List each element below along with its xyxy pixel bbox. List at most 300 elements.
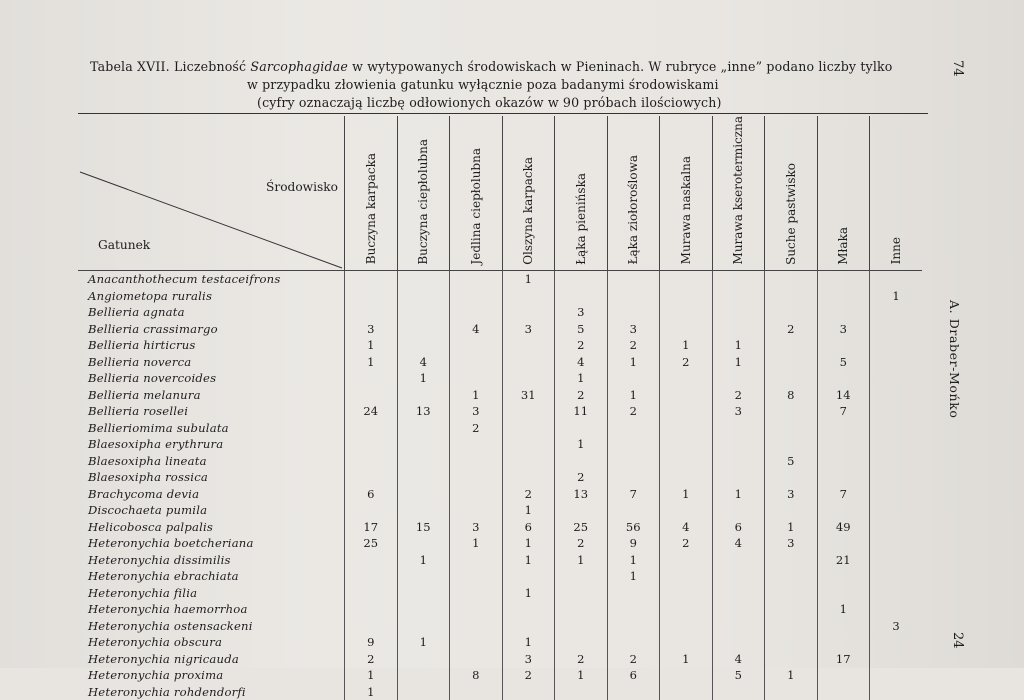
count-cell xyxy=(870,601,923,618)
count-cell: 1 xyxy=(712,354,765,371)
count-cell xyxy=(712,453,765,470)
count-cell: 1 xyxy=(765,667,818,684)
count-cell xyxy=(607,618,660,635)
count-cell: 9 xyxy=(607,535,660,552)
species-name: Heteronychia haemorrhoa xyxy=(88,602,248,617)
column-header xyxy=(870,116,923,271)
count-cell xyxy=(660,403,713,420)
table-row xyxy=(78,354,922,371)
column-header-label: Buczyna karpacka xyxy=(363,153,378,265)
count-cell: 2 xyxy=(502,486,555,503)
species-name: Bellieria melanura xyxy=(88,387,201,402)
count-cell xyxy=(765,585,818,602)
count-cell: 2 xyxy=(660,354,713,371)
count-cell xyxy=(607,370,660,387)
count-cell xyxy=(817,667,870,684)
count-cell xyxy=(817,271,870,288)
count-cell xyxy=(817,453,870,470)
column-header xyxy=(765,116,818,271)
table-row xyxy=(78,337,922,354)
species-name: Heteronychia proxima xyxy=(88,668,224,683)
count-cell: 7 xyxy=(817,486,870,503)
count-cell: 1 xyxy=(555,667,608,684)
count-cell xyxy=(607,436,660,453)
table-row xyxy=(78,436,922,453)
count-cell: 2 xyxy=(555,387,608,404)
count-cell xyxy=(502,370,555,387)
count-cell: 6 xyxy=(502,519,555,536)
count-cell xyxy=(712,370,765,387)
count-cell xyxy=(450,634,503,651)
count-cell: 1 xyxy=(345,684,398,700)
count-cell xyxy=(870,502,923,519)
count-cell: 1 xyxy=(660,651,713,668)
count-cell: 1 xyxy=(555,436,608,453)
count-cell xyxy=(870,387,923,404)
count-cell xyxy=(660,370,713,387)
count-cell xyxy=(870,519,923,536)
species-name: Heteronychia dissimilis xyxy=(88,552,231,567)
species-name: Heteronychia ebrachiata xyxy=(88,569,239,584)
count-cell: 6 xyxy=(712,519,765,536)
count-cell xyxy=(712,502,765,519)
count-cell: 1 xyxy=(450,535,503,552)
count-cell xyxy=(870,321,923,338)
count-cell xyxy=(607,420,660,437)
count-cell xyxy=(397,667,450,684)
count-cell: 1 xyxy=(607,552,660,569)
count-cell: 4 xyxy=(660,519,713,536)
count-cell xyxy=(765,651,818,668)
species-name: Bellieria agnata xyxy=(88,305,185,320)
count-cell xyxy=(607,502,660,519)
column-header xyxy=(345,116,398,271)
count-cell xyxy=(345,288,398,305)
count-cell: 1 xyxy=(817,601,870,618)
table-row xyxy=(78,502,922,519)
count-cell xyxy=(712,552,765,569)
column-header-label: Łąka ziołoroślowa xyxy=(626,154,641,265)
count-cell xyxy=(817,370,870,387)
table-row xyxy=(78,552,922,569)
count-cell xyxy=(765,337,818,354)
page-number-top: 74 xyxy=(950,60,965,77)
table-row xyxy=(78,667,922,684)
count-cell: 9 xyxy=(345,634,398,651)
count-cell xyxy=(345,370,398,387)
count-cell: 1 xyxy=(345,337,398,354)
count-cell xyxy=(502,684,555,700)
count-cell xyxy=(870,535,923,552)
count-cell xyxy=(765,354,818,371)
count-cell: 4 xyxy=(712,535,765,552)
table-row xyxy=(78,304,922,321)
count-cell xyxy=(870,486,923,503)
count-cell: 2 xyxy=(712,387,765,404)
count-cell xyxy=(817,337,870,354)
count-cell: 5 xyxy=(712,667,765,684)
count-cell xyxy=(450,486,503,503)
count-cell xyxy=(870,453,923,470)
count-cell: 3 xyxy=(555,304,608,321)
count-cell: 3 xyxy=(450,519,503,536)
count-cell xyxy=(450,618,503,635)
count-cell xyxy=(450,304,503,321)
table-row xyxy=(78,519,922,536)
table-caption xyxy=(90,58,950,112)
count-cell xyxy=(345,585,398,602)
count-cell xyxy=(817,634,870,651)
count-cell: 4 xyxy=(555,354,608,371)
table-row xyxy=(78,486,922,503)
count-cell xyxy=(345,453,398,470)
count-cell xyxy=(817,684,870,700)
count-cell xyxy=(712,568,765,585)
count-cell xyxy=(660,304,713,321)
count-cell xyxy=(607,271,660,288)
species-name: Bellieria crassimargo xyxy=(88,321,218,336)
count-cell xyxy=(870,304,923,321)
count-cell xyxy=(870,667,923,684)
count-cell xyxy=(397,601,450,618)
count-cell xyxy=(817,502,870,519)
count-cell xyxy=(870,651,923,668)
count-cell xyxy=(765,271,818,288)
header-gatunek: Gatunek xyxy=(98,238,151,253)
count-cell xyxy=(555,502,608,519)
column-header-label: Młaka xyxy=(836,226,851,265)
count-cell xyxy=(397,568,450,585)
count-cell xyxy=(870,568,923,585)
count-cell xyxy=(397,469,450,486)
count-cell xyxy=(765,469,818,486)
count-cell xyxy=(817,420,870,437)
count-cell xyxy=(555,271,608,288)
count-cell: 1 xyxy=(397,634,450,651)
count-cell xyxy=(450,288,503,305)
species-name: Bellieria rosellei xyxy=(88,404,189,419)
count-cell xyxy=(450,436,503,453)
count-cell: 15 xyxy=(397,519,450,536)
count-cell: 1 xyxy=(502,502,555,519)
count-cell: 3 xyxy=(765,486,818,503)
table-row xyxy=(78,288,922,305)
count-cell xyxy=(607,304,660,321)
count-cell: 3 xyxy=(870,618,923,635)
count-cell: 13 xyxy=(397,403,450,420)
count-cell xyxy=(450,568,503,585)
count-cell: 1 xyxy=(765,519,818,536)
count-cell: 2 xyxy=(555,535,608,552)
count-cell xyxy=(502,453,555,470)
count-cell xyxy=(660,634,713,651)
count-cell xyxy=(817,568,870,585)
count-cell xyxy=(345,502,398,519)
table-row xyxy=(78,684,922,700)
species-name: Brachycoma devia xyxy=(88,486,200,501)
table-row xyxy=(78,651,922,668)
species-name: Heteronychia rohdendorfi xyxy=(88,684,246,699)
count-cell xyxy=(502,354,555,371)
species-name: Blaesoxipha rossica xyxy=(88,470,208,485)
count-cell xyxy=(450,585,503,602)
count-cell: 1 xyxy=(450,387,503,404)
count-cell: 4 xyxy=(712,651,765,668)
species-name: Heteronychia ostensackeni xyxy=(88,618,253,633)
count-cell: 2 xyxy=(555,469,608,486)
count-cell: 2 xyxy=(502,667,555,684)
count-cell xyxy=(660,288,713,305)
count-cell xyxy=(450,271,503,288)
count-cell: 5 xyxy=(555,321,608,338)
count-cell xyxy=(607,288,660,305)
column-header-label: Olszyna karpacka xyxy=(521,156,536,265)
count-cell xyxy=(450,651,503,668)
count-cell xyxy=(397,684,450,700)
count-cell: 2 xyxy=(555,651,608,668)
header-diagonal-cell xyxy=(78,116,345,271)
count-cell xyxy=(607,453,660,470)
count-cell: 5 xyxy=(765,453,818,470)
count-cell xyxy=(870,585,923,602)
count-cell xyxy=(712,436,765,453)
count-cell xyxy=(502,337,555,354)
count-cell xyxy=(397,486,450,503)
count-cell xyxy=(712,684,765,700)
species-name: Heteronychia boetcheriana xyxy=(88,536,254,551)
count-cell: 8 xyxy=(450,667,503,684)
count-cell: 1 xyxy=(502,585,555,602)
count-cell xyxy=(450,684,503,700)
count-cell xyxy=(660,618,713,635)
count-cell xyxy=(870,634,923,651)
count-cell xyxy=(502,304,555,321)
count-cell xyxy=(450,337,503,354)
count-cell xyxy=(607,601,660,618)
count-cell xyxy=(555,601,608,618)
count-cell xyxy=(607,469,660,486)
count-cell xyxy=(765,634,818,651)
count-cell xyxy=(660,684,713,700)
count-cell xyxy=(712,420,765,437)
count-cell: 1 xyxy=(607,387,660,404)
count-cell xyxy=(765,601,818,618)
column-header xyxy=(607,116,660,271)
table-row xyxy=(78,271,922,288)
species-name: Discochaeta pumila xyxy=(88,503,208,518)
count-cell: 1 xyxy=(502,634,555,651)
count-cell: 2 xyxy=(607,403,660,420)
count-cell xyxy=(555,288,608,305)
count-cell xyxy=(345,436,398,453)
count-cell xyxy=(345,387,398,404)
count-cell xyxy=(450,370,503,387)
table-top-rule xyxy=(78,113,928,114)
count-cell xyxy=(712,585,765,602)
count-cell xyxy=(660,568,713,585)
table-row xyxy=(78,453,922,470)
table-row xyxy=(78,387,922,404)
running-head-author: A. Draber-Mońko xyxy=(947,300,962,419)
table-row xyxy=(78,585,922,602)
count-cell xyxy=(450,354,503,371)
count-cell: 1 xyxy=(607,568,660,585)
count-cell xyxy=(870,271,923,288)
count-cell: 24 xyxy=(345,403,398,420)
count-cell xyxy=(502,568,555,585)
species-name: Bellieria hirticrus xyxy=(88,338,196,353)
count-cell: 14 xyxy=(817,387,870,404)
count-cell xyxy=(817,436,870,453)
species-name: Bellieria noverca xyxy=(88,354,192,369)
column-header-label: Buczyna ciepłolubna xyxy=(416,138,431,265)
count-cell: 1 xyxy=(502,535,555,552)
count-cell: 2 xyxy=(555,337,608,354)
table-row xyxy=(78,370,922,387)
count-cell xyxy=(607,684,660,700)
count-cell xyxy=(660,321,713,338)
count-cell: 1 xyxy=(397,370,450,387)
count-cell xyxy=(870,552,923,569)
count-cell xyxy=(450,453,503,470)
count-cell xyxy=(450,502,503,519)
count-cell xyxy=(660,453,713,470)
count-cell xyxy=(870,354,923,371)
caption-line-3: (cyfry oznaczają liczbę odłowionych okazów w 90 próbach ilościowych) xyxy=(257,95,722,110)
count-cell xyxy=(397,321,450,338)
count-cell xyxy=(555,420,608,437)
count-cell: 5 xyxy=(817,354,870,371)
column-header xyxy=(397,116,450,271)
species-name: Heteronychia obscura xyxy=(88,635,223,650)
count-cell xyxy=(607,585,660,602)
column-header xyxy=(712,116,765,271)
count-cell xyxy=(397,618,450,635)
column-header-label: Jedlina ciepłolubna xyxy=(468,147,483,265)
count-cell xyxy=(817,288,870,305)
count-cell xyxy=(345,618,398,635)
count-cell xyxy=(555,453,608,470)
count-cell: 7 xyxy=(607,486,660,503)
count-cell: 2 xyxy=(450,420,503,437)
count-cell xyxy=(345,271,398,288)
count-cell: 1 xyxy=(345,667,398,684)
count-cell xyxy=(502,288,555,305)
count-cell: 56 xyxy=(607,519,660,536)
count-cell xyxy=(870,370,923,387)
count-cell: 17 xyxy=(817,651,870,668)
count-cell xyxy=(660,585,713,602)
column-header-label: Inne xyxy=(889,237,903,265)
count-cell xyxy=(397,453,450,470)
count-cell xyxy=(660,387,713,404)
count-cell xyxy=(345,568,398,585)
count-cell: 1 xyxy=(555,552,608,569)
count-cell: 3 xyxy=(712,403,765,420)
count-cell xyxy=(397,502,450,519)
count-cell xyxy=(397,387,450,404)
count-cell xyxy=(765,288,818,305)
count-cell: 8 xyxy=(765,387,818,404)
count-cell xyxy=(765,684,818,700)
count-cell xyxy=(765,304,818,321)
count-cell: 2 xyxy=(607,337,660,354)
count-cell xyxy=(712,304,765,321)
count-cell xyxy=(660,601,713,618)
count-cell: 1 xyxy=(502,552,555,569)
count-cell xyxy=(660,469,713,486)
count-cell xyxy=(712,288,765,305)
count-cell xyxy=(345,552,398,569)
count-cell xyxy=(660,436,713,453)
table-row xyxy=(78,420,922,437)
count-cell xyxy=(870,684,923,700)
count-cell: 3 xyxy=(817,321,870,338)
count-cell xyxy=(712,601,765,618)
column-header-label: Murawa naskalna xyxy=(678,156,693,265)
count-cell: 13 xyxy=(555,486,608,503)
count-cell xyxy=(397,337,450,354)
table-row xyxy=(78,601,922,618)
count-cell: 4 xyxy=(397,354,450,371)
count-cell xyxy=(450,601,503,618)
count-cell xyxy=(712,634,765,651)
count-cell xyxy=(397,585,450,602)
count-cell xyxy=(765,403,818,420)
column-header-label: Łąka pienińska xyxy=(573,172,588,265)
count-cell: 4 xyxy=(450,321,503,338)
count-cell: 3 xyxy=(502,651,555,668)
count-cell xyxy=(817,618,870,635)
count-cell xyxy=(817,469,870,486)
count-cell xyxy=(660,502,713,519)
count-cell xyxy=(660,420,713,437)
header-srodowisko: Środowisko xyxy=(266,180,338,195)
species-name: Heteronychia nigricauda xyxy=(88,651,239,666)
count-cell: 17 xyxy=(345,519,398,536)
count-cell: 31 xyxy=(502,387,555,404)
count-cell: 1 xyxy=(712,337,765,354)
count-cell: 21 xyxy=(817,552,870,569)
column-header xyxy=(817,116,870,271)
count-cell xyxy=(397,436,450,453)
count-cell: 2 xyxy=(345,651,398,668)
count-cell xyxy=(817,585,870,602)
count-cell xyxy=(555,618,608,635)
count-cell: 1 xyxy=(712,486,765,503)
count-cell xyxy=(397,271,450,288)
count-cell: 1 xyxy=(502,271,555,288)
count-cell xyxy=(870,420,923,437)
species-name: Anacanthothecum testaceifrons xyxy=(88,272,281,287)
species-name: Heteronychia filia xyxy=(88,585,198,600)
count-cell: 3 xyxy=(502,321,555,338)
count-cell: 2 xyxy=(607,651,660,668)
count-cell xyxy=(450,552,503,569)
species-name: Blaesoxipha lineata xyxy=(88,453,207,468)
species-table xyxy=(78,116,922,700)
count-cell: 3 xyxy=(765,535,818,552)
caption-line-1: Tabela XVII. Liczebność Sarcophagidae w wytypowanych środowiskach w Pieninach. W rubryce „inne” podano liczby tylko xyxy=(90,59,893,74)
count-cell xyxy=(660,271,713,288)
count-cell xyxy=(765,502,818,519)
count-cell xyxy=(450,469,503,486)
count-cell: 1 xyxy=(660,337,713,354)
count-cell xyxy=(712,469,765,486)
caption-line-2: w przypadku złowienia gatunku wyłącznie poza badanymi środowiskami xyxy=(247,77,719,92)
count-cell: 11 xyxy=(555,403,608,420)
count-cell xyxy=(555,585,608,602)
